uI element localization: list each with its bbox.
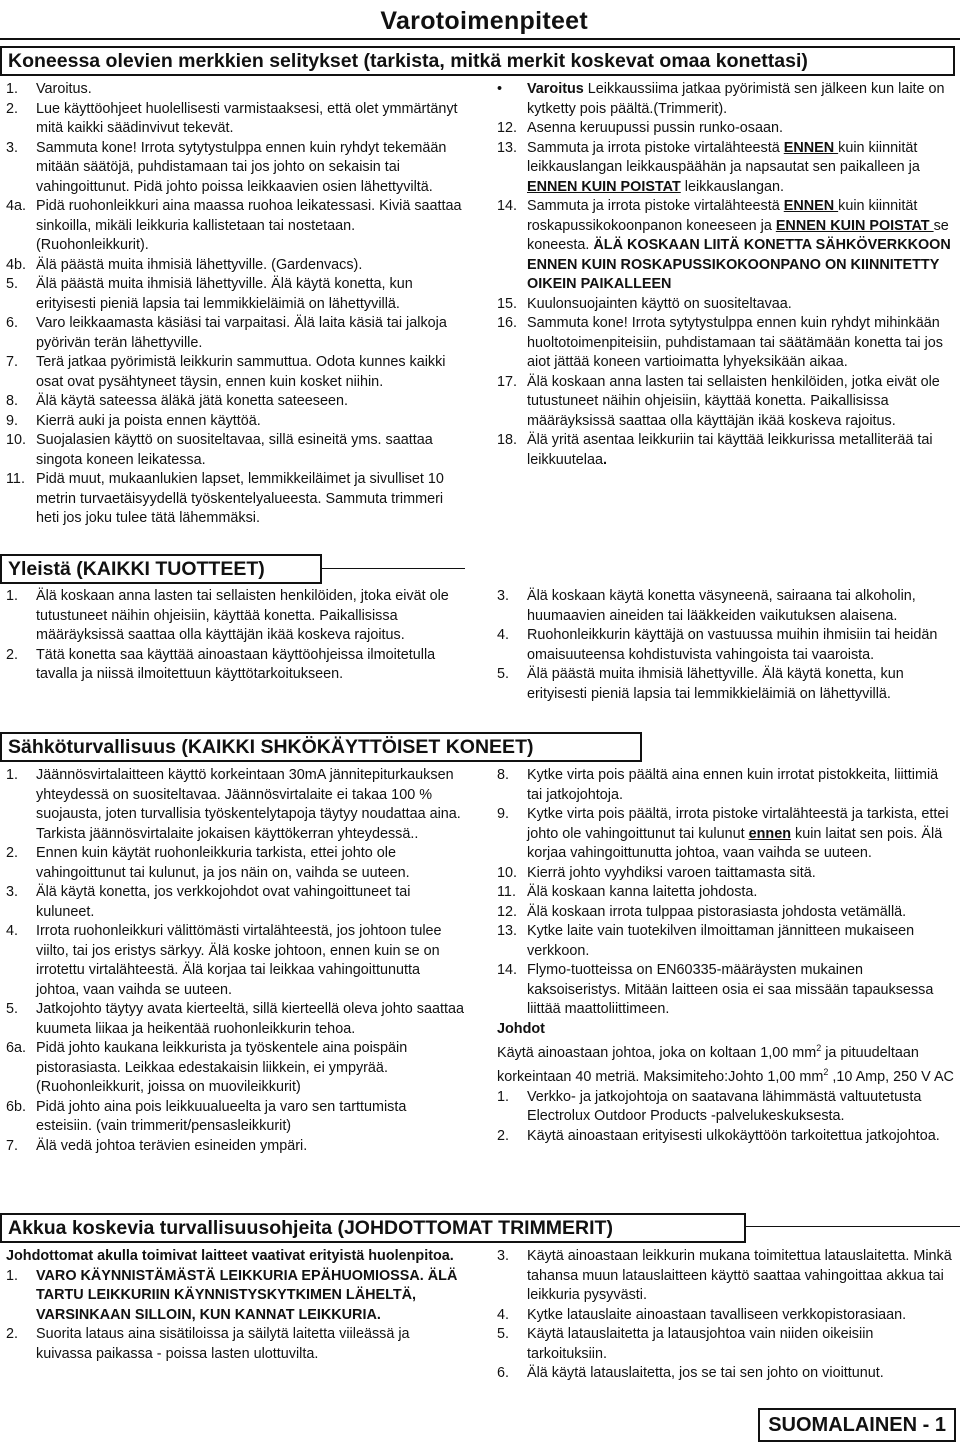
item-text: Sammuta ja irrota pistoke virtalähteestä (527, 198, 784, 214)
item-number: 9. (6, 412, 19, 429)
cords-heading: Johdot (497, 1020, 545, 1037)
warning-label: Varoitus (527, 81, 584, 97)
item-text: Varoitus. (36, 81, 92, 97)
warning-caps: ÄLÄ KOSKAAN LIITÄ KONETTA SÄHKÖVERKKOON ENNEN KUIN ROSKAPUSSIKOKOONPANO ON KIINNITETTY OIKEIN PAIKALLEEN (527, 237, 951, 292)
item-number: 2. (6, 845, 19, 861)
cords-text-c: ,10 Amp, 250 V AC (828, 1069, 954, 1086)
item-number: 17. (497, 373, 518, 390)
list-item (497, 80, 957, 119)
general-right (497, 587, 957, 704)
item-text: se koneesta. (527, 217, 949, 253)
list-item (497, 1325, 957, 1364)
item-text: Sammuta ja irrota pistoke virtalähteestä (527, 139, 784, 156)
emphasis: ENNEN KUIN POISTAT (775, 217, 934, 234)
list-item (6, 1098, 466, 1137)
item-number: 12. (497, 903, 518, 920)
item-number: 1. (6, 588, 19, 604)
item-text: Älä käytä sateessa äläkä jätä konetta sateeseen. (36, 393, 348, 409)
battery-heading: Akkua koskevia turvallisuusohjeita (JOHDOTTOMAT TRIMMERIT) (0, 1213, 746, 1243)
item-number: 11. (6, 471, 25, 487)
bullet: • (497, 81, 503, 97)
superscript: 2 (816, 1043, 822, 1053)
list-item (6, 1325, 466, 1364)
list-item (497, 139, 957, 198)
item-number: 1. (6, 767, 19, 783)
item-text: Pidä johto aina pois leikkuualueelta ja varo sen tarttumista esteisiin. (vain trimmerit/pensasleikkurit) (36, 1098, 407, 1134)
item-text: Pidä ruohonleikkuri aina maassa ruohoa leikatessasi. Kiviä saattaa sinkoilla, mikäli leikkuria kallistetaan tai nostetaan. (Ruohonleikkurit). (36, 198, 462, 253)
item-number: 1. (6, 1267, 19, 1284)
item-text: Lue käyttöohjeet huolellisesti varmistaaksesi, että olet ymmärtänyt mitä kaikki säädinvivut tekevät. (36, 100, 458, 136)
list-item (6, 314, 466, 353)
item-text: Ennen kuin käytät ruohonleikkuria tarkista, ettei johto ole vahingoittunut tai kulunut, ja jos näin on, vaihda se uuteen. (36, 845, 410, 881)
list-item (6, 256, 466, 276)
item-text: Jäännösvirtalaitteen käyttö korkeintaan 30mA jännitepiturkauksen yhteydessä on suositeltavaa. Jäännösvirtalaite ei takaa 100 % suojausta, joten turvallisia työskentelytapoja täytyy noudattaa aina. Tarkista jäännösvirtalaite jokaisen käyttökerran yhteydessä.. (36, 767, 461, 842)
item-number: 8. (497, 767, 510, 783)
general-left (6, 587, 466, 685)
machine-marks-left (6, 80, 466, 529)
item-number: 14. (497, 198, 518, 214)
item-text: Terä jatkaa pyörimistä leikkurin sammuttua. Odota kunnes kaikki osat ovat pysähtyneet täysin, ennen kuin kosket niihin. (36, 354, 446, 390)
machine-marks-heading: Koneessa olevien merkkien selitykset (tarkista, mitkä merkit koskevat omaa konettasi) (0, 46, 955, 76)
item-text: Älä päästä muita ihmisiä lähettyville. Älä käytä konetta, kun erityisesti pieniä lapsia tai lemmikkieläimiä on lähettyvillä. (36, 276, 413, 312)
list-item (497, 373, 957, 432)
item-number: 3. (6, 139, 19, 156)
list-item (6, 353, 466, 392)
item-text: Käytä ainoastaan leikkurin mukana toimitettua latauslaitetta. Minkä tahansa muun latauslaitteen käyttö saattaa vahingoittaa akkua tai leikkuria pysyvästi. (527, 1248, 952, 1303)
list-item (497, 1364, 957, 1384)
item-text: Älä päästä muita ihmisiä lähettyville. (Gardenvacs). (36, 256, 363, 273)
item-text: Flymo-tuotteissa on EN60335-määräysten mukainen kaksoiseristys. Mitään laitteen osia ei saa missään tapauksessa liittää maattoliittimeen. (527, 962, 934, 1017)
item-text: Kuulonsuojainten käyttö on suositeltavaa. (527, 295, 792, 312)
page-title: Varotoimenpiteet (380, 7, 588, 35)
cords-text (497, 1039, 957, 1088)
list-item (497, 864, 957, 884)
item-text: Älä koskaan anna lasten tai sellaisten henkilöiden, jotka eivät ole tutustuneet näihin ohjeisiin, käyttää konetta. Paikallisissa määräyksissä saattaa olla käyttäjän ikää koskeva rajoitus. (527, 373, 940, 429)
item-number: 12. (497, 120, 518, 136)
list-item (497, 961, 957, 1020)
list-item (6, 1137, 466, 1157)
item-text: Kytke latauslaite ainoastaan tavalliseen verkkopistorasiaan. (527, 1306, 907, 1323)
emphasis: ENNEN (783, 198, 839, 214)
list-item (497, 665, 957, 704)
item-text: kuin kiinnität roskapussikokoonpanon koneeseen ja (527, 198, 918, 234)
item-text: Suorita lataus aina sisätiloissa ja säilytä laitetta viileässä ja kuivassa paikassa - poissa lasten ulottuvilta. (36, 1326, 410, 1362)
list-item (6, 844, 466, 883)
item-text: Käytä latauslaitetta ja latausjohtoa vain niiden oikeisiin tarkoituksiin. (527, 1326, 874, 1362)
emphasis: ennen (748, 825, 792, 842)
item-text: Kierrä johto vyyhdiksi varoen taittamasta sitä. (527, 864, 816, 881)
list-item (6, 100, 466, 139)
list-item (497, 314, 957, 373)
list-item (6, 587, 466, 646)
battery-left (6, 1247, 466, 1364)
list-item (6, 80, 466, 100)
item-text: Kierrä auki ja poista ennen käyttöä. (36, 412, 261, 429)
item-number: 1. (497, 1088, 510, 1105)
item-number: 2. (6, 646, 19, 663)
list-item (497, 119, 957, 139)
item-number: 3. (6, 884, 19, 900)
item-number: 4a. (6, 198, 27, 214)
item-number: 6a. (6, 1040, 27, 1056)
item-number: 3. (497, 588, 510, 604)
item-number: 5. (497, 666, 510, 682)
item-number: 4. (497, 1306, 510, 1323)
item-text: Älä käytä konetta, jos verkkojohdot ovat vahingoittuneet tai kuluneet. (36, 884, 411, 920)
item-text: Kytke virta pois päältä, irrota pistoke virtalähteestä ja tarkista, ettei johto ole vahingoittunut tai kulunut (527, 806, 949, 842)
list-item (6, 1039, 466, 1098)
list-item (6, 139, 466, 198)
list-item (497, 1127, 957, 1147)
list-item (497, 626, 957, 665)
cords-text-a: Käytä ainoastaan johtoa, joka on koltaan 1,00 mm (497, 1044, 817, 1061)
item-text: Älä koskaan kanna laitetta johdosta. (527, 884, 758, 900)
item-number: 5. (497, 1326, 510, 1342)
list-item (497, 883, 957, 903)
item-number: 4. (6, 923, 19, 939)
electrical-left (6, 766, 466, 1156)
item-number: 6. (497, 1365, 510, 1381)
item-text: Jatkojohto täytyy avata kierteeltä, sillä kierteellä oleva johto saattaa kuumeta liikaa ja heikentää ruohonleikkurin tehoa. (36, 1001, 464, 1037)
electrical-heading: Sähköturvallisuus (KAIKKI SHKÖKÄYTTÖISET KONEET) (0, 732, 642, 762)
superscript: 2 (823, 1067, 829, 1078)
item-number: 18. (497, 432, 518, 448)
item-number: 4. (497, 627, 510, 643)
list-item (6, 275, 466, 314)
list-item (497, 903, 957, 923)
item-number: 5. (6, 1001, 19, 1017)
item-text: Ruohonleikkurin käyttäjä on vastuussa muihin ihmisiin tai heidän omaisuuteensa kohdistuvista vahingoista tai vaaroista. (527, 627, 938, 663)
item-number: 13. (497, 139, 518, 156)
machine-marks-right (497, 80, 957, 470)
item-text: Asenna keruupussi pussin runko-osaan. (527, 120, 783, 136)
list-item (6, 766, 466, 844)
item-text: Tätä konetta saa käyttää ainoastaan käyttöohjeissa ilmoitetulla tavalla ja niissä ilmoitettuun käyttötarkoitukseen. (36, 646, 436, 682)
list-item (6, 1267, 466, 1326)
item-text: Sammuta kone! Irrota sytytystulppa ennen kuin ryhdyt tekemään mitään säätöjä, puhdistamaan tai jos johto on sekaisin tai vahingoittunut. Pidä johto poissa leikkaavien osien lähettyviltä. (36, 139, 447, 195)
list-item (497, 922, 957, 961)
list-item (497, 431, 957, 470)
item-number: 13. (497, 923, 518, 939)
item-text: Älä koskaan irrota tulppaa pistorasiasta johdosta vetämällä. (527, 903, 907, 920)
item-text: Irrota ruohonleikkuri välittömästi virtalähteestä, jos johtoon tulee viilto, tai jos eristys särkyy. Älä koske johtoon, ennen kuin se on irrotettu virtalähteestä. Älä korjaa tai leikkaa vahingoittunutta johtoa, vaan vaihda se uuteen. (36, 923, 442, 998)
item-number: 1. (6, 81, 19, 97)
list-item (497, 197, 957, 295)
item-number: 2. (6, 100, 19, 117)
item-text: Käytä ainoastaan erityisesti ulkokäyttöön tarkoitettua jatkojohtoa. (527, 1127, 940, 1144)
warning-text: Leikkaussiima jatkaa pyörimistä sen jälkeen kun laite on kytketty pois päältä.(Trimmerit). (527, 81, 945, 117)
title-rule (0, 38, 960, 40)
list-item (497, 1247, 957, 1306)
battery-intro: Johdottomat akulla toimivat laitteet vaativat erityistä huolenpitoa. (6, 1248, 454, 1264)
item-number: 10. (6, 432, 27, 448)
item-text: leikkauslangan. (680, 178, 784, 195)
page-footer: SUOMALAINEN - 1 (758, 1408, 956, 1442)
electrical-right (497, 766, 957, 1146)
list-item (497, 1306, 957, 1326)
list-item (497, 805, 957, 864)
item-number: 2. (6, 1326, 19, 1342)
list-item (6, 883, 466, 922)
item-number: 16. (497, 315, 518, 331)
item-text: Varo leikkaamasta käsiäsi tai varpaitasi. Älä laita käsiä tai jalkoja pyörivän terän lähettyville. (36, 315, 447, 351)
item-number: 6. (6, 315, 19, 331)
item-number: 10. (497, 864, 518, 881)
item-text: Älä päästä muita ihmisiä lähettyville. Älä käytä konetta, kun erityisesti pieniä lapsia tai lemmikkieläimiä on lähettyvillä. (527, 666, 904, 702)
list-item (497, 587, 957, 626)
item-number: 4b. (6, 256, 27, 273)
item-number: 5. (6, 276, 19, 292)
list-item (6, 431, 466, 470)
item-number: 11. (497, 884, 516, 900)
item-text: Älä käytä latauslaitetta, jos se tai sen johto on vioittunut. (527, 1365, 884, 1381)
emphasis: ENNEN (783, 139, 839, 156)
list-item (6, 646, 466, 685)
list-item (6, 197, 466, 256)
item-text: kuin kiinnität leikkauslangan leikkauspäähän ja napsautat sen paikalleen ja (527, 139, 920, 175)
item-text: Sammuta kone! Irrota sytytystulppa ennen kuin ryhdyt mihinkään huoltotoimenpiteisiin, puhdistamaan tai säätämään konetta tai jos aiot jättää koneen vartioimatta lyhyeksikään aikaa. (527, 315, 943, 370)
item-number: 7. (6, 354, 19, 370)
list-item (497, 295, 957, 315)
item-text: Kytke virta pois päältä aina ennen kuin irrotat pistokkeita, liittimiä tai jatkojohtoja. (527, 767, 939, 803)
general-heading: Yleistä (KAIKKI TUOTTEET) (0, 554, 322, 584)
item-text: Älä koskaan anna lasten tai sellaisten henkilöiden, jtoka eivät ole tutustuneet näihin ohjeisiin, käyttää konetta. Paikallisissa määräyksissä saattaa olla käyttäjän ikää koskeva rajoitus. (36, 588, 449, 643)
battery-right (497, 1247, 957, 1384)
item-number: 3. (497, 1248, 510, 1264)
item-number: 14. (497, 962, 518, 978)
item-number: 6b. (6, 1098, 27, 1115)
list-item (497, 766, 957, 805)
item-text: Verkko- ja jatkojohtoja on saatavana lähimmästä valtuutetusta Electrolux Outdoor Products -palvelukeskuksesta. (527, 1088, 922, 1125)
item-text: Älä yritä asentaa leikkuriin tai käyttää leikkurissa metalliterää tai leikkuutelaa (527, 432, 933, 468)
item-text: Pidä muut, mukaanlukien lapset, lemmikkeiläimet ja sivulliset 10 metrin turvaetäisyydellä työskentelyalueesta. Sammuta trimmeri heti jos joku tulee tätä lähemmäksi. (36, 471, 444, 526)
item-text: kuin laitat sen pois. Älä korjaa vahingoittunutta johtoa, vaan vaihda se uuteen. (527, 825, 943, 861)
item-text: Pidä johto kaukana leikkurista ja työskentele aina poispäin pistorasiasta. Leikkaa edestakaisin liikkein, ei ympyrää. (Ruohonleikkurit, joissa on muovileikkurit) (36, 1040, 408, 1095)
emphasis: ENNEN KUIN POISTAT (527, 178, 681, 195)
list-item (6, 1000, 466, 1039)
item-text: Älä vedä johtoa terävien esineiden ympäri. (36, 1137, 308, 1154)
item-text: Suojalasien käyttö on suositeltavaa, sillä esineitä yms. saattaa singota koneen leikatessa. (36, 432, 433, 468)
item-number: 9. (497, 806, 510, 822)
list-item (497, 1088, 957, 1127)
list-item (6, 470, 466, 529)
item-number: 15. (497, 295, 518, 312)
list-item (6, 922, 466, 1000)
item-text: . (603, 451, 608, 468)
item-text: Älä koskaan käytä konetta väsyneenä, sairaana tai alkoholin, huumaavien aineiden tai lääkkeiden vaikutuksen alaisena. (527, 588, 916, 624)
item-text: VARO KÄYNNISTÄMÄSTÄ LEIKKURIA EPÄHUOMIOSSA. ÄLÄ TARTU LEIKKURIIN KÄYNNISTYSKYTKIMEN LÄHELTÄ, VARSINKAAN SILLOIN, KUN KANNAT LEIKKURIA. (36, 1267, 458, 1323)
item-number: 7. (6, 1137, 19, 1154)
list-item (6, 392, 466, 412)
item-text: Kytke laite vain tuotekilven ilmoittaman jännitteen mukaiseen verkkoon. (527, 923, 915, 959)
cords-text-b: ja pituudeltaan korkeintaan 40 metriä. Maksimiteho:Johto 1,00 mm (497, 1044, 919, 1086)
item-number: 8. (6, 393, 19, 409)
page-title-bar (0, 4, 960, 38)
list-item (6, 412, 466, 432)
item-number: 2. (497, 1127, 510, 1144)
